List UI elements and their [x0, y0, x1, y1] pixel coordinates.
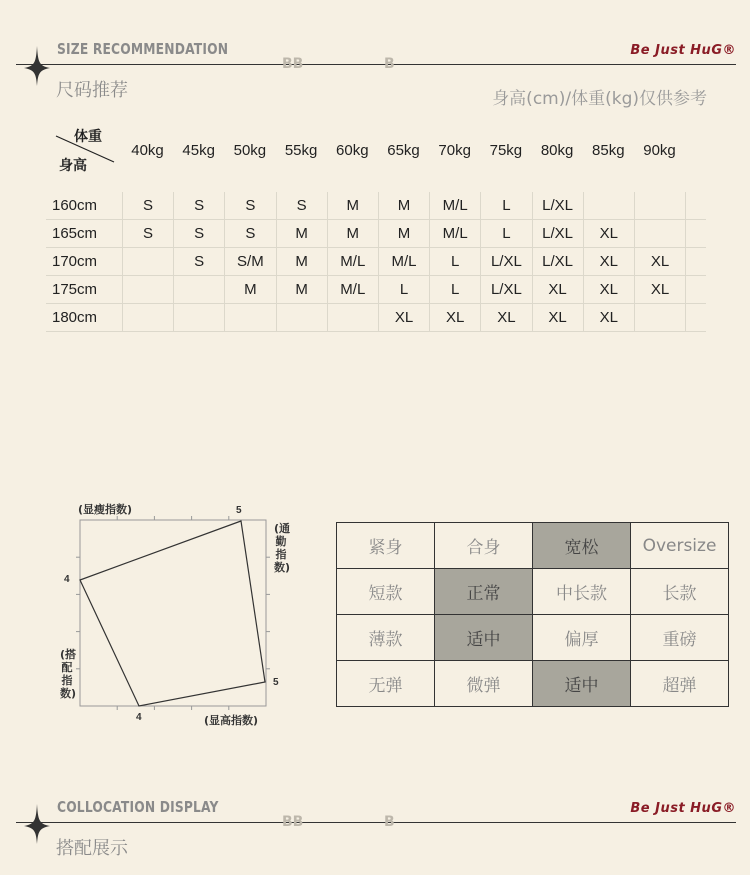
size-cell: [634, 304, 685, 332]
size-cell: [122, 276, 173, 304]
fit-option: 无弹: [337, 661, 435, 707]
index-chart: [58, 498, 291, 732]
size-cell: M/L: [429, 192, 480, 220]
slimming-index-label: (显瘦指数): [78, 503, 133, 516]
table-row: [46, 276, 706, 304]
height-index-value: 4: [136, 712, 142, 723]
size-cell: [173, 276, 224, 304]
size-cell: M: [276, 220, 327, 248]
table-edge: [685, 276, 686, 304]
size-cell: XL: [634, 276, 685, 304]
brand-logo: Be Just HuG®: [630, 801, 736, 816]
weight-header: 40kg: [131, 142, 164, 159]
size-cell: M: [378, 192, 429, 220]
size-cell: XL: [583, 220, 634, 248]
size-cell: [276, 304, 327, 332]
size-cell: L/XL: [532, 192, 583, 220]
fit-row: [337, 661, 729, 707]
sparkle-icon: [22, 802, 52, 846]
size-cell: [583, 192, 634, 220]
fit-option: 微弹: [435, 661, 533, 707]
weight-header: 90kg: [643, 142, 676, 159]
height-cell: 175cm: [52, 281, 98, 298]
size-cell: M: [378, 220, 429, 248]
logo-deco-single: B: [384, 56, 395, 72]
fit-option-selected: 宽松: [533, 523, 631, 569]
size-cell: [122, 304, 173, 332]
size-cell: L/XL: [480, 248, 531, 276]
fit-row: [337, 615, 729, 661]
size-cell: L: [378, 276, 429, 304]
corner-height-label: 身高: [59, 158, 87, 174]
fit-option: 偏厚: [533, 615, 631, 661]
size-cell: L: [480, 220, 531, 248]
table-edge: [685, 220, 686, 248]
size-cell: L: [429, 248, 480, 276]
weight-header: 60kg: [336, 142, 369, 159]
size-grid: [46, 192, 706, 332]
weight-header: 65kg: [387, 142, 420, 159]
size-cell: [173, 304, 224, 332]
size-cell: XL: [532, 304, 583, 332]
size-cell: [327, 304, 378, 332]
table-edge: [685, 248, 686, 276]
header-rule: [16, 822, 736, 823]
fit-option: 紧身: [337, 523, 435, 569]
size-cell: L/XL: [480, 276, 531, 304]
fit-option-selected: 适中: [533, 661, 631, 707]
size-cell: M/L: [327, 276, 378, 304]
size-cell: S: [224, 192, 275, 220]
collocation-section-header: [0, 798, 750, 868]
size-cell: S: [173, 248, 224, 276]
table-row: [46, 220, 706, 248]
fit-row: [337, 569, 729, 615]
size-cell: S: [173, 220, 224, 248]
table-row: [46, 304, 706, 332]
slimming-index-value: 5: [236, 505, 242, 516]
height-cell: 165cm: [52, 225, 98, 242]
weight-header: 70kg: [438, 142, 471, 159]
height-cell: 170cm: [52, 253, 98, 270]
size-cell: L/XL: [532, 248, 583, 276]
weight-header: 50kg: [233, 142, 267, 159]
table-corner: [54, 126, 116, 178]
index-chart-svg: [58, 498, 291, 732]
size-cell: XL: [429, 304, 480, 332]
fit-row: [337, 523, 729, 569]
sparkle-icon: [22, 44, 52, 88]
header-rule: [16, 64, 736, 65]
fit-option-selected: 正常: [435, 569, 533, 615]
weight-header: 85kg: [592, 142, 625, 159]
size-cell: [634, 192, 685, 220]
size-cell: [634, 220, 685, 248]
size-cell: XL: [583, 304, 634, 332]
section-title-en: SIZE RECOMMENDATION: [57, 40, 229, 58]
fit-attribute-table: [336, 522, 729, 707]
weight-header: 80kg: [540, 142, 574, 159]
size-cell: M: [276, 276, 327, 304]
index-polygon: [80, 521, 265, 706]
size-cell: [224, 304, 275, 332]
fit-option: 中长款: [533, 569, 631, 615]
size-cell: S: [173, 192, 224, 220]
height-cell: 160cm: [52, 197, 98, 214]
commute-index-value: 5: [273, 677, 279, 688]
fit-option: 重磅: [631, 615, 729, 661]
weight-header: 45kg: [182, 142, 215, 159]
size-cell: XL: [378, 304, 429, 332]
size-cell: M: [327, 192, 378, 220]
size-cell: XL: [583, 248, 634, 276]
fit-option: 超弹: [631, 661, 729, 707]
size-cell: S: [224, 220, 275, 248]
weight-header: 75kg: [489, 142, 523, 159]
table-row: [46, 248, 706, 276]
section-title-cn: 搭配展示: [56, 838, 128, 859]
size-cell: M/L: [429, 220, 480, 248]
section-title-en: COLLOCATION DISPLAY: [57, 798, 219, 816]
size-cell: M: [327, 220, 378, 248]
height-cell: 180cm: [52, 309, 98, 326]
brand-logo: Be Just HuG®: [630, 43, 736, 58]
table-row: [46, 192, 706, 220]
fit-option: 长款: [631, 569, 729, 615]
logo-deco-double: BB: [282, 56, 304, 72]
table-edge: [685, 192, 686, 220]
commute-index-label: (通勤指数): [274, 522, 291, 574]
size-cell: M: [224, 276, 275, 304]
size-cell: M/L: [378, 248, 429, 276]
size-cell: S: [122, 192, 173, 220]
size-cell: S: [276, 192, 327, 220]
size-cell: L: [429, 276, 480, 304]
reference-note: 身高(cm)/体重(kg)仅供参考: [492, 89, 707, 109]
size-cell: XL: [480, 304, 531, 332]
height-index-label: (显高指数): [204, 714, 259, 727]
corner-weight-label: 体重: [74, 129, 102, 145]
size-cell: M: [276, 248, 327, 276]
weight-header: 55kg: [284, 142, 318, 159]
table-edge: [685, 304, 686, 332]
matching-index-label: (搭配指数): [60, 648, 77, 700]
section-title-cn: 尺码推荐: [56, 80, 128, 101]
size-cell: [122, 248, 173, 276]
size-cell: M/L: [327, 248, 378, 276]
fit-option: 合身: [435, 523, 533, 569]
fit-option-selected: 适中: [435, 615, 533, 661]
size-cell: S: [122, 220, 173, 248]
size-cell: XL: [634, 248, 685, 276]
matching-index-value: 4: [64, 574, 70, 585]
fit-option: 短款: [337, 569, 435, 615]
logo-deco-single: B: [384, 814, 395, 830]
logo-deco-double: BB: [282, 814, 304, 830]
size-cell: L/XL: [532, 220, 583, 248]
size-cell: S/M: [224, 248, 275, 276]
size-cell: L: [480, 192, 531, 220]
fit-option: 薄款: [337, 615, 435, 661]
size-cell: XL: [583, 276, 634, 304]
fit-option: Oversize: [631, 523, 729, 569]
size-cell: XL: [532, 276, 583, 304]
